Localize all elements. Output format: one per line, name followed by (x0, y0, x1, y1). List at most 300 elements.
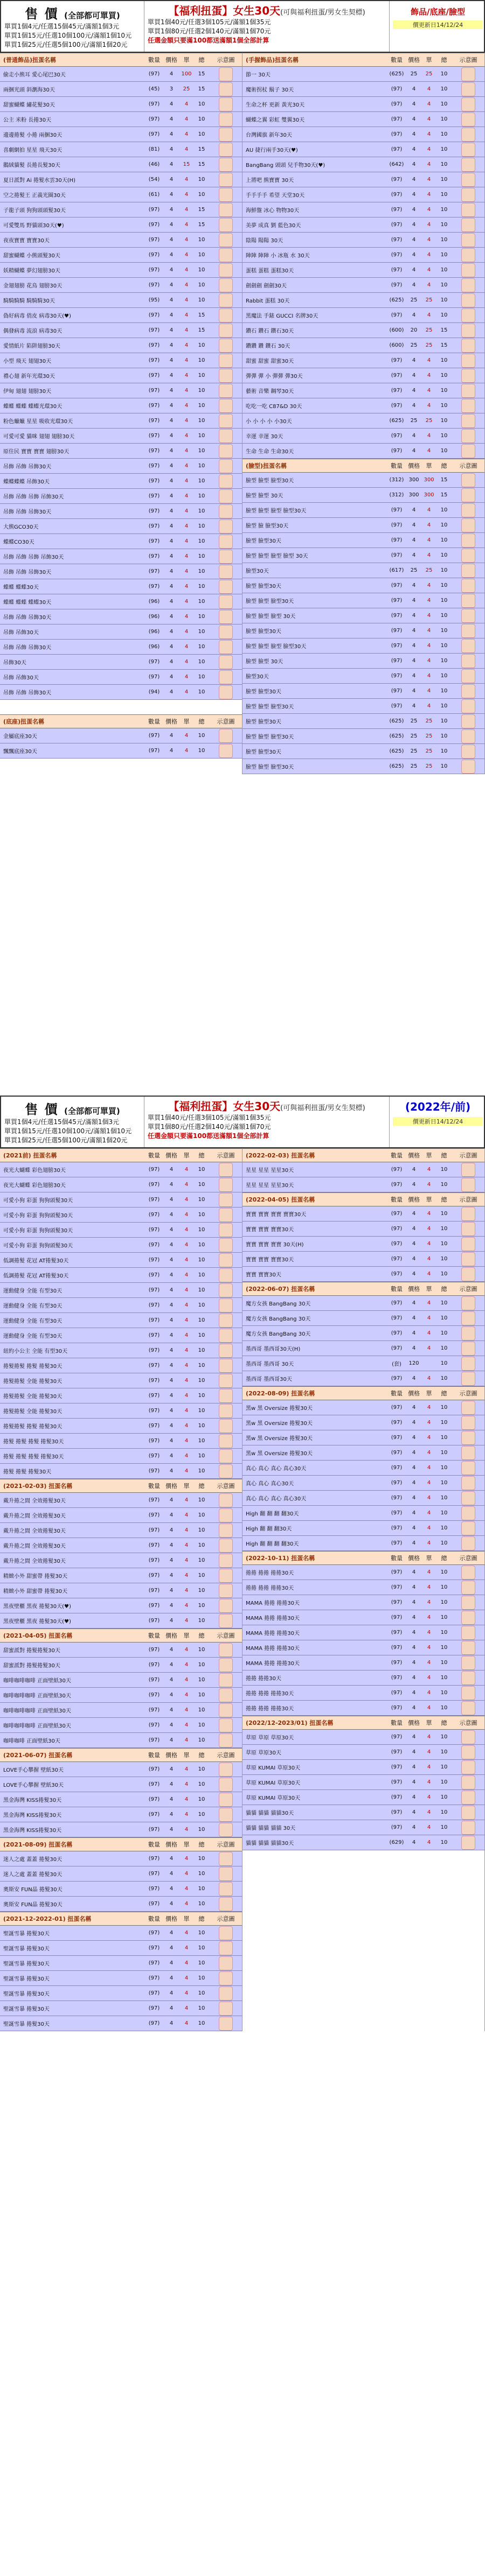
item-name: 臉型 臉型 臉型 30天 (246, 614, 296, 620)
item-total: 15 (440, 492, 448, 498)
preview-cell (209, 1193, 242, 1207)
item-qty: 4 (412, 131, 416, 137)
preview-cell (209, 1987, 242, 2001)
item-price: 4 (184, 1856, 189, 1862)
item-qty: 4 (169, 146, 174, 152)
item-qty: 4 (169, 1886, 174, 1892)
item-thumbnail-icon (461, 669, 475, 683)
item-total: 10 (440, 252, 448, 258)
item-thumbnail-icon (219, 640, 233, 654)
item-name: 臉型 臉型30天 (246, 584, 281, 589)
item-thumbnail-icon (461, 1476, 475, 1490)
item-price: 4 (427, 177, 431, 183)
item-thumbnail-icon (219, 729, 233, 743)
item-name: 墨西哥 墨西哥 30天 (246, 1361, 294, 1367)
item-total: 10 (198, 373, 205, 378)
item-price: 4 (184, 1393, 189, 1399)
item-total: 10 (198, 1573, 205, 1578)
item-thumbnail-icon (461, 1641, 475, 1655)
list-item (0, 2016, 242, 2031)
item-name: 生命 生命 生命30天 (246, 449, 294, 455)
list-item (242, 684, 484, 699)
item-price: 4 (184, 1618, 189, 1624)
item-qty: 4 (169, 1856, 174, 1862)
item-count: (97) (391, 116, 403, 122)
item-thumbnail-icon (219, 565, 233, 579)
item-price: 4 (184, 2005, 189, 2011)
preview-cell (209, 1419, 242, 1433)
item-thumbnail-icon (219, 1718, 233, 1732)
item-total: 10 (440, 373, 448, 378)
list-item (242, 248, 484, 263)
item-price: 4 (184, 614, 189, 620)
item-price: 4 (184, 388, 189, 394)
item-thumbnail-icon (219, 203, 233, 217)
column-header: 示意圖 (217, 1841, 235, 1848)
item-name: 伊甸 翅翅 翅膀30天 (3, 389, 52, 395)
item-price: 4 (184, 1468, 189, 1474)
list-item (0, 1598, 242, 1613)
item-qty: 4 (169, 1990, 174, 1996)
item-price: 4 (427, 1435, 431, 1441)
item-name: 臉型 臉型 30天 (246, 659, 283, 665)
list-item (242, 518, 484, 533)
item-count: (97) (148, 1945, 160, 1951)
item-count: (97) (391, 1167, 403, 1173)
preview-cell (209, 1434, 242, 1448)
item-thumbnail-icon (461, 1745, 475, 1759)
item-qty: 4 (169, 192, 174, 198)
item-price: 4 (184, 1497, 189, 1503)
column-header: 總 (198, 1483, 205, 1490)
item-price: 4 (184, 357, 189, 363)
item-price: 4 (427, 1630, 431, 1636)
item-name: 飄飄底座30天 (3, 749, 37, 755)
item-name: 甜蜜 甜蜜 甜蜜30天 (246, 359, 294, 364)
item-qty: 4 (169, 1182, 174, 1188)
item-thumbnail-icon (461, 1461, 475, 1475)
item-name: 運動健身 全能 有型30天 (3, 1303, 63, 1309)
rule-line: 單買1個4元/任選15個45元/滿額1個3元 (4, 1118, 120, 1126)
preview-cell (452, 113, 485, 127)
item-thumbnail-icon (219, 1359, 233, 1373)
item-thumbnail-icon (461, 1357, 475, 1371)
item-total: 10 (198, 116, 205, 122)
item-total: 10 (440, 1824, 448, 1830)
item-total: 10 (440, 1271, 448, 1277)
item-name: 夜光大蝴蝶 彩色翅膀30天 (3, 1183, 66, 1189)
preview-cell (209, 1971, 242, 1985)
item-count: (97) (391, 1794, 403, 1800)
item-qty: 4 (169, 1347, 174, 1353)
rule-line: 單買1個25元/任選5個100元/滿額1個20元 (4, 1136, 128, 1144)
preview-cell (209, 354, 242, 368)
list-item (242, 323, 484, 338)
list-item (0, 1298, 242, 1313)
item-thumbnail-icon (461, 1222, 475, 1236)
item-name: 奧斯安 FUN晶 捲髮30天 (3, 1902, 63, 1908)
item-qty: 4 (169, 1766, 174, 1772)
item-qty: 4 (412, 433, 416, 439)
item-thumbnail-icon (461, 624, 475, 638)
item-qty: 4 (412, 1809, 416, 1815)
preview-cell (452, 233, 485, 247)
preview-cell (452, 1566, 485, 1580)
item-total: 10 (440, 1405, 448, 1410)
item-name: 戴升捲之間 全效捲髮30天 (3, 1559, 66, 1564)
column-header: 數量 (148, 718, 160, 725)
item-price: 4 (184, 1766, 189, 1772)
item-total: 10 (440, 613, 448, 619)
item-thumbnail-icon (219, 595, 233, 609)
preview-cell (209, 248, 242, 262)
item-thumbnail-icon (461, 1506, 475, 1520)
preview-cell (209, 97, 242, 111)
item-thumbnail-icon (219, 474, 233, 488)
list-item (242, 1296, 484, 1311)
column-header: 數量 (391, 1196, 403, 1203)
preview-cell (452, 324, 485, 338)
item-thumbnail-icon (219, 1329, 233, 1343)
list-item (242, 699, 484, 714)
item-name: 低調捲髮 花冠 AT捲髮30天 (3, 1273, 69, 1279)
item-total: 10 (198, 1287, 205, 1293)
preview-cell (209, 489, 242, 503)
item-qty: 25 (410, 297, 418, 303)
item-name: 節一 30天 (246, 72, 271, 78)
column-header: 示意圖 (217, 1915, 235, 1922)
item-name: 臉型 臉型30天 (246, 538, 281, 544)
preview-cell (452, 1163, 485, 1177)
preview-cell (452, 82, 485, 96)
item-total: 10 (440, 403, 448, 409)
preview-cell (209, 113, 242, 127)
column-header: 價格 (165, 1841, 177, 1848)
list-item (0, 1882, 242, 1897)
item-count: (97) (391, 1271, 403, 1277)
preview-cell (452, 488, 485, 502)
item-thumbnail-icon (219, 655, 233, 669)
item-count: (97) (148, 1766, 160, 1772)
item-qty: 300 (408, 477, 419, 483)
item-total: 10 (440, 192, 448, 198)
preview-cell (209, 640, 242, 654)
list-item (242, 1835, 484, 1850)
preview-cell (209, 1703, 242, 1717)
column-header: 示意圖 (217, 57, 235, 64)
item-price: 15 (183, 162, 190, 167)
item-price: 4 (427, 1824, 431, 1830)
item-total: 10 (440, 312, 448, 318)
preview-cell (209, 1208, 242, 1222)
item-count: (97) (148, 1438, 160, 1444)
item-total: 10 (440, 703, 448, 709)
item-thumbnail-icon (461, 248, 475, 262)
item-qty: 25 (410, 71, 418, 77)
item-price: 4 (184, 282, 189, 288)
item-total: 10 (198, 1468, 205, 1474)
item-qty: 4 (412, 1450, 416, 1456)
item-qty: 4 (412, 388, 416, 394)
item-count: (97) (148, 1423, 160, 1429)
preview-cell (452, 308, 485, 322)
item-thumbnail-icon (219, 1763, 233, 1777)
item-count: (97) (148, 101, 160, 107)
item-qty: 4 (412, 1480, 416, 1486)
column-header: 數量 (148, 1841, 160, 1848)
item-name: 小型 飛天 翅翅30天 (3, 359, 52, 364)
item-thumbnail-icon (219, 1584, 233, 1598)
item-total: 10 (440, 388, 448, 394)
section-header (0, 1837, 242, 1851)
item-qty: 4 (169, 1677, 174, 1683)
item-qty: 4 (169, 1930, 174, 1936)
list-item (0, 504, 242, 519)
item-name: 黑w 黑 Oversize 捲髮30天 (246, 1436, 313, 1442)
item-count: (97) (391, 1540, 403, 1546)
item-count: (97) (148, 252, 160, 258)
list-item (0, 474, 242, 489)
item-count: (97) (148, 1453, 160, 1459)
item-thumbnail-icon (219, 188, 233, 202)
item-qty: 4 (412, 1840, 416, 1845)
column-header: 單 (426, 1286, 432, 1293)
item-total: 10 (198, 508, 205, 514)
item-name: 可愛小狗 彩蛋 狗狗頭髮30天 (3, 1243, 73, 1249)
item-thumbnail-icon (219, 399, 233, 413)
list-item (0, 1762, 242, 1777)
column-header: 單 (183, 1632, 190, 1639)
list-item (0, 308, 242, 323)
column-header: 示意圖 (459, 1286, 477, 1293)
column-header: 價格 (408, 1555, 420, 1562)
item-name: 黑w 黑 Oversize 捲髮30天 (246, 1451, 313, 1457)
item-qty: 4 (412, 673, 416, 679)
item-name: 陣陣 陣陣 小 冰瓶 水 30天 (246, 253, 310, 259)
preview-cell (452, 609, 485, 623)
list-item (242, 97, 484, 112)
item-name: 吊飾 吊飾30天 (3, 675, 39, 681)
item-count: (625) (389, 733, 404, 739)
item-count: (97) (148, 1692, 160, 1698)
item-thumbnail-icon (461, 729, 475, 743)
item-qty: 4 (412, 1211, 416, 1217)
preview-cell (452, 1446, 485, 1460)
column-header: 單 (426, 1152, 432, 1159)
item-total: 10 (440, 222, 448, 228)
item-count: (97) (391, 1599, 403, 1605)
item-name: 草原 KUMAI 草原30天 (246, 1765, 301, 1771)
item-thumbnail-icon (461, 1686, 475, 1700)
list-item (242, 187, 484, 202)
column-header: 數量 (391, 1286, 403, 1293)
item-thumbnail-icon (219, 1987, 233, 2001)
list-item (242, 383, 484, 398)
item-price: 25 (425, 733, 433, 739)
item-name: 臉型 臉 臉型30天 (246, 523, 289, 529)
item-price: 4 (427, 522, 431, 528)
item-name: 夏日派對 Ai 捲髮水雲30天(H) (3, 178, 76, 184)
item-count: (97) (391, 403, 403, 409)
list-item (0, 142, 242, 157)
item-price: 4 (427, 1330, 431, 1336)
item-count: (97) (391, 1779, 403, 1785)
item-thumbnail-icon (219, 504, 233, 518)
column-header: 價格 (165, 1915, 177, 1922)
preview-cell (209, 1283, 242, 1297)
list-item (0, 1223, 242, 1238)
item-name: 臉型 臉型 臉型30天 (246, 478, 294, 484)
item-count: (97) (391, 1630, 403, 1636)
item-name: 臉型 臉型30天 (246, 629, 281, 635)
preview-cell (452, 1775, 485, 1789)
preview-cell (452, 760, 485, 774)
item-count: (61) (148, 192, 160, 198)
column-header: 數量 (391, 462, 403, 469)
item-name: 吊飾 吊飾 吊飾30天 (3, 464, 52, 470)
item-thumbnail-icon (219, 1193, 233, 1207)
item-total: 15 (198, 222, 205, 228)
section-header (242, 53, 484, 67)
item-name: 邊邊捲髮 小捲 兩捆30天 (3, 132, 63, 138)
item-price: 4 (427, 1465, 431, 1471)
item-name: 精緻小外 甜蜜帶 捲髮30天 (3, 1589, 68, 1595)
list-item (0, 413, 242, 429)
item-price: 4 (184, 192, 189, 198)
item-total: 10 (440, 1182, 448, 1188)
preview-cell (452, 414, 485, 428)
preview-cell (452, 1701, 485, 1715)
item-count: (97) (148, 131, 160, 137)
preview-cell (209, 1524, 242, 1538)
item-thumbnail-icon (461, 233, 475, 247)
item-name: 臉型 臉型 臉型30天 (246, 599, 294, 605)
price-sheet-1 (0, 0, 485, 774)
item-price: 4 (184, 222, 189, 228)
item-thumbnail-icon (219, 158, 233, 172)
item-qty: 4 (412, 1705, 416, 1711)
rule-line: 單買1個4元/任選15個45元/滿額1個3元 (4, 23, 120, 30)
item-qty: 4 (169, 1257, 174, 1263)
item-thumbnail-icon (461, 1671, 475, 1685)
item-price: 4 (427, 673, 431, 679)
item-price: 25 (425, 342, 433, 348)
item-price: 4 (184, 1197, 189, 1203)
item-price: 4 (427, 1779, 431, 1785)
list-item (0, 1373, 242, 1388)
list-item (242, 1206, 484, 1222)
column-header: 總 (441, 1196, 447, 1203)
item-name: 吊飾 吊飾 吊飾30天 (3, 690, 52, 696)
item-count: (97) (148, 2020, 160, 2026)
list-item (242, 1536, 484, 1551)
item-thumbnail-icon (461, 1491, 475, 1505)
list-item (0, 1434, 242, 1449)
item-price: 4 (184, 312, 189, 318)
list-item (242, 1237, 484, 1252)
item-total: 10 (440, 1764, 448, 1770)
item-qty: 4 (169, 297, 174, 303)
column-header: 價格 (165, 1483, 177, 1490)
preview-cell (209, 1614, 242, 1628)
item-count: (97) (391, 1495, 403, 1501)
column-header: 價格 (165, 1632, 177, 1639)
item-name: 臉型 臉型 臉型 臉型30天 (246, 508, 307, 514)
item-price: 4 (184, 131, 189, 137)
item-name: 戴升捲之間 全效捲髮30天 (3, 1513, 66, 1519)
item-price: 4 (184, 1257, 189, 1263)
rule-line: 單買1個15元/任選10個100元/滿額1個10元 (4, 1127, 132, 1135)
item-price: 4 (184, 403, 189, 409)
item-thumbnail-icon (461, 1701, 475, 1715)
item-total: 10 (198, 1227, 205, 1233)
item-count: (97) (148, 1827, 160, 1833)
item-price: 4 (427, 1405, 431, 1410)
item-qty: 4 (412, 613, 416, 619)
item-thumbnail-icon (219, 263, 233, 277)
item-total: 10 (440, 1734, 448, 1740)
item-total: 10 (440, 1660, 448, 1666)
item-total: 10 (198, 1603, 205, 1609)
item-name: 愛情紙片 陷阱翅膀30天 (3, 343, 60, 349)
item-total: 10 (440, 1435, 448, 1441)
item-price: 4 (184, 1960, 189, 1966)
item-qty: 20 (410, 327, 418, 333)
list-item (242, 1775, 484, 1790)
list-item (0, 1162, 242, 1177)
item-count: (97) (391, 1226, 403, 1232)
item-thumbnail-icon (219, 535, 233, 549)
item-qty: 4 (169, 538, 174, 544)
list-item (0, 323, 242, 338)
preview-cell (209, 1508, 242, 1522)
item-count: (97) (391, 522, 403, 528)
item-total: 10 (440, 1360, 448, 1366)
item-total: 10 (198, 1332, 205, 1338)
item-qty: 4 (169, 1438, 174, 1444)
item-count: (97) (391, 1330, 403, 1336)
item-price: 4 (184, 448, 189, 454)
list-item (242, 353, 484, 368)
item-price: 4 (427, 1167, 431, 1173)
item-count: (97) (391, 86, 403, 92)
item-price: 4 (427, 116, 431, 122)
column-header: 價格 (408, 1196, 420, 1203)
item-qty: 25 (410, 567, 418, 573)
item-qty: 4 (412, 177, 416, 183)
item-count: (97) (391, 1809, 403, 1815)
item-price: 4 (184, 1812, 189, 1817)
list-item (0, 1583, 242, 1598)
item-thumbnail-icon (219, 67, 233, 81)
item-count: (97) (391, 1480, 403, 1486)
item-name: 可愛小狗 彩蛋 狗狗頭髮30天 (3, 1213, 73, 1219)
item-qty: 4 (169, 674, 174, 680)
preview-cell (452, 1461, 485, 1475)
preview-cell (209, 685, 242, 699)
item-thumbnail-icon (461, 1566, 475, 1580)
item-price: 25 (425, 718, 433, 724)
item-price: 4 (427, 1495, 431, 1501)
item-thumbnail-icon (461, 1656, 475, 1670)
item-total: 10 (440, 207, 448, 213)
list-item (242, 1521, 484, 1536)
item-thumbnail-icon (461, 278, 475, 292)
item-count: (97) (391, 1241, 403, 1247)
item-total: 10 (198, 1347, 205, 1353)
item-qty: 3 (169, 86, 174, 92)
welfare-box (144, 1097, 389, 1147)
